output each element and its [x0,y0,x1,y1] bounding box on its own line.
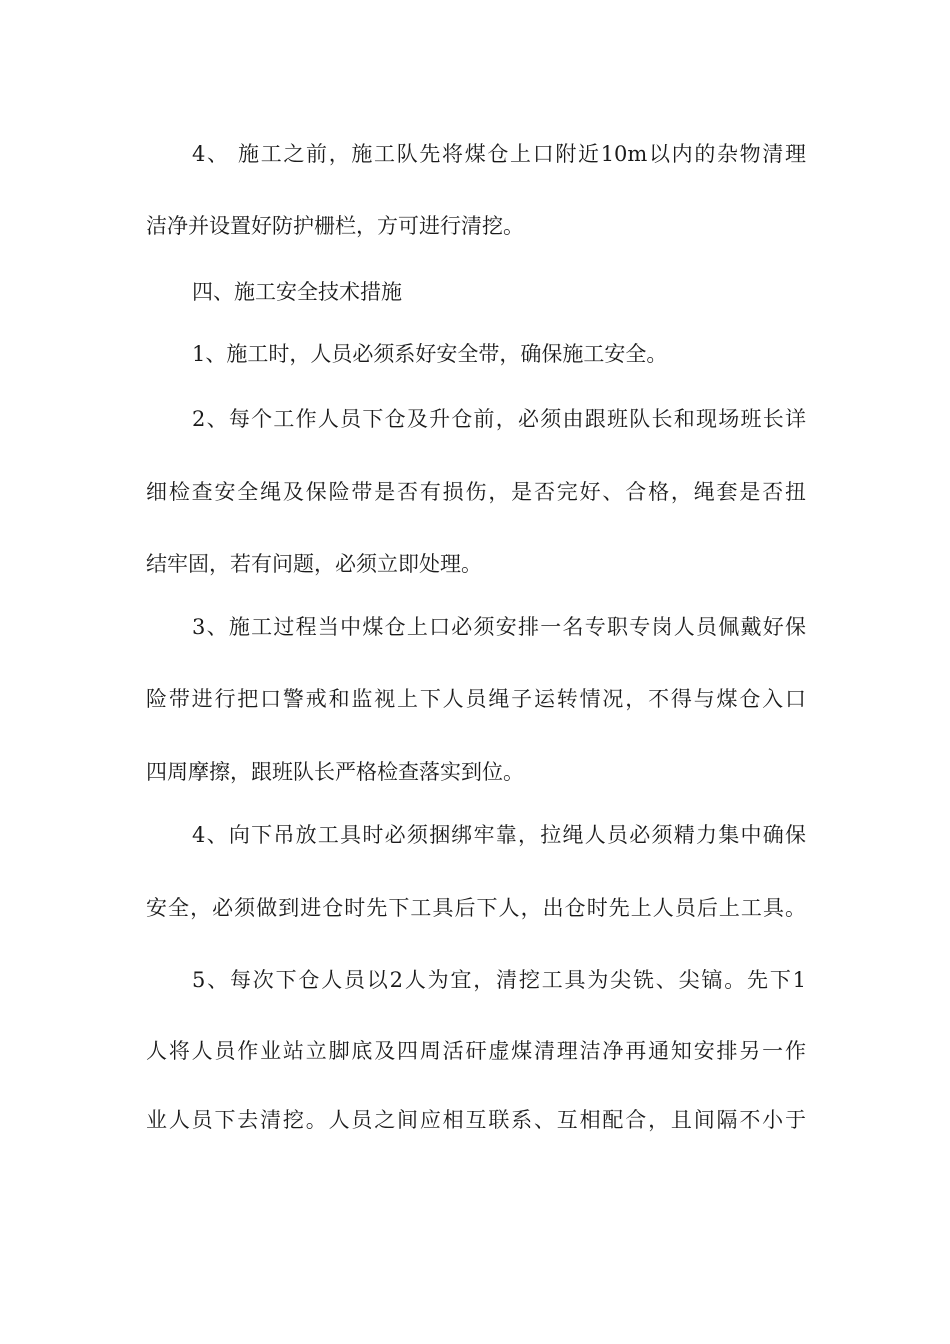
item-3-line-2: 险带进行把口警戒和监视上下人员绳子运转情况，不得与煤仓入口 [146,687,806,711]
item-5-line-2: 人将人员作业站立脚底及四周活矸虚煤清理洁净再通知安排另一作 [146,1039,806,1063]
item-2-line-2: 细检查安全绳及保险带是否有损伤，是否完好、合格，绳套是否扭 [146,480,806,504]
item-3-line-3: 四周摩擦，跟班队长严格检查落实到位。 [146,760,524,784]
section-heading: 四、施工安全技术措施 [192,280,402,304]
paragraph-4-line-2: 洁净并设置好防护栅栏，方可进行清挖。 [146,214,524,238]
item-5-line-3: 业人员下去清挖。人员之间应相互联系、互相配合，且间隔不小于 [146,1108,806,1132]
item-5-line-1: 5、每次下仓人员以2人为宜，清挖工具为尖铣、尖镐。先下1 [192,968,806,992]
paragraph-4-line-1: 4、 施工之前，施工队先将煤仓上口附近10m以内的杂物清理 [192,142,806,166]
item-3-line-1: 3、施工过程当中煤仓上口必须安排一名专职专岗人员佩戴好保 [192,615,806,639]
item-4-line-2: 安全，必须做到进仓时先下工具后下人，出仓时先上人员后上工具。 [146,896,806,920]
item-4-line-1: 4、向下吊放工具时必须捆绑牢靠，拉绳人员必须精力集中确保 [192,823,806,847]
item-2-line-1: 2、每个工作人员下仓及升仓前，必须由跟班队长和现场班长详 [192,407,806,431]
item-1-line-1: 1、施工时，人员必须系好安全带，确保施工安全。 [192,342,668,366]
item-2-line-3: 结牢固，若有问题，必须立即处理。 [146,552,482,576]
